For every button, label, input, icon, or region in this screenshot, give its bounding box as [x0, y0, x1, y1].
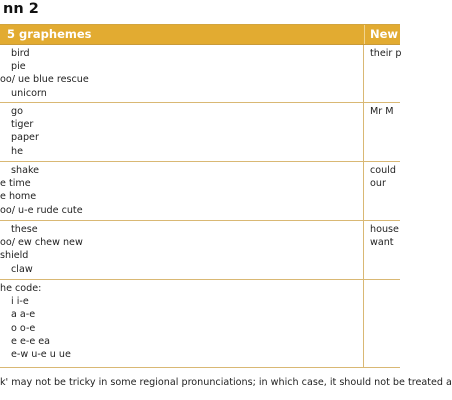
grapheme-line: tiger — [11, 119, 34, 131]
grapheme-line: paper — [11, 132, 39, 144]
table-row — [0, 45, 400, 103]
graphemes-table — [0, 24, 400, 368]
table-row — [0, 221, 400, 280]
column-divider — [363, 162, 364, 220]
header-new: New — [364, 25, 404, 44]
table-header — [0, 25, 400, 45]
new-word-line: our — [370, 178, 386, 190]
new-words-cell — [370, 164, 410, 190]
grapheme-line: o o-e — [11, 322, 36, 334]
grapheme-line: e home — [0, 191, 37, 203]
graphemes-cell — [0, 164, 360, 217]
grapheme-line: he — [11, 145, 23, 157]
column-divider — [363, 221, 364, 279]
column-divider — [363, 280, 364, 367]
grapheme-line: claw — [11, 263, 33, 275]
footnote: k' may not be tricky in some regional pronunciations; in which case, it should not be treated a — [0, 377, 452, 388]
grapheme-line: shake — [11, 165, 40, 176]
grapheme-line: shield — [0, 250, 29, 262]
new-words-cell — [370, 105, 410, 118]
column-divider — [363, 45, 364, 102]
grapheme-line: i i-e — [11, 296, 29, 308]
page-title: nn 2 — [3, 1, 39, 17]
grapheme-line: unicorn — [11, 87, 47, 99]
grapheme-line: these — [11, 224, 38, 235]
grapheme-line: e time — [0, 178, 31, 190]
grapheme-line: pie — [11, 61, 26, 73]
grapheme-line: go — [11, 106, 23, 117]
graphemes-cell — [0, 105, 360, 158]
new-word-line: their p — [370, 48, 402, 59]
grapheme-line: he code: — [0, 283, 42, 294]
header-graphemes: 5 graphemes — [7, 27, 92, 41]
column-divider — [363, 103, 364, 161]
graphemes-cell — [0, 223, 360, 276]
table-row — [0, 162, 400, 221]
grapheme-line: e-w u-e u ue — [11, 349, 71, 361]
graphemes-cell — [0, 282, 360, 361]
new-words-cell — [370, 47, 410, 60]
new-word-line: house — [370, 224, 399, 235]
grapheme-line: e e-e ea — [11, 335, 51, 347]
table-row — [0, 280, 400, 368]
new-word-line: want — [370, 237, 394, 249]
grapheme-line: oo/ u-e rude cute — [0, 204, 83, 216]
graphemes-cell — [0, 47, 360, 100]
new-word-line: could — [370, 165, 396, 176]
grapheme-line: bird — [11, 48, 30, 59]
new-words-cell — [370, 223, 410, 249]
grapheme-line: a a-e — [11, 309, 36, 321]
table-row — [0, 103, 400, 162]
grapheme-line: oo/ ew chew new — [0, 237, 83, 249]
new-word-line: Mr M — [370, 106, 394, 117]
grapheme-line: oo/ ue blue rescue — [0, 74, 89, 86]
